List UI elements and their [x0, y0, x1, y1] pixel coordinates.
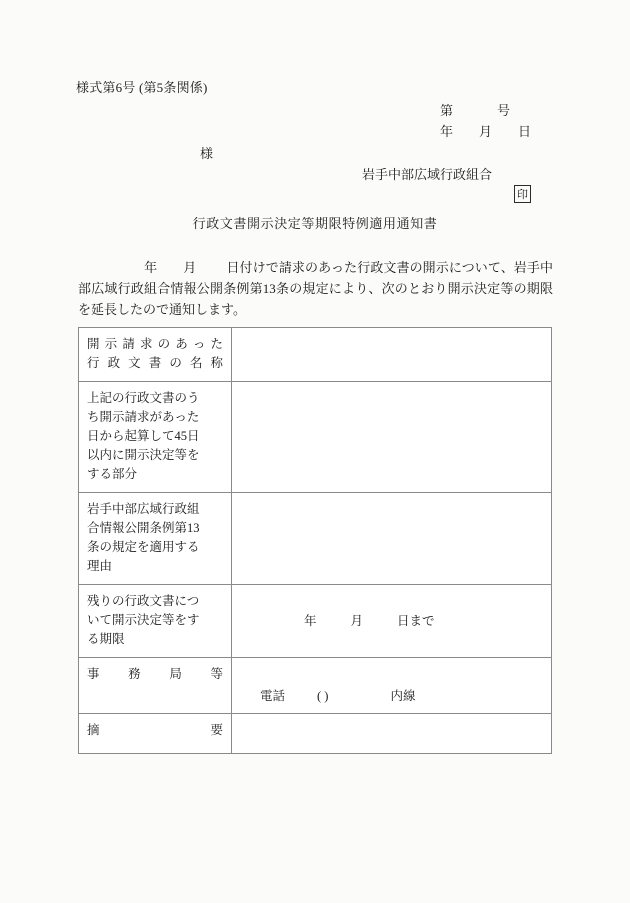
- deadline-year-label: 年: [304, 614, 317, 628]
- table-row: [79, 328, 552, 382]
- phone-label: 電話: [260, 689, 286, 703]
- date-day-label: 日: [518, 124, 532, 139]
- issuer-name: 岩手中部広域行政組合: [362, 167, 493, 182]
- row-value-summary[interactable]: [232, 714, 552, 754]
- body-text: 日付けで請求のあった行政文書の開示について、岩手中部広域行政組合情報公開条例第13条の規定により、次のとおり開示決定等の期限を延長したので通知します。: [78, 260, 553, 317]
- table-row: [79, 585, 552, 658]
- table-row: [79, 493, 552, 585]
- office-contact-line: [242, 665, 541, 706]
- addressee-honorific: 様: [200, 146, 214, 161]
- row-label-article13-reason: 岩手中部広域行政組 合情報公開条例第13 条の規定を適用する 理由: [79, 493, 232, 585]
- number-suffix: 号: [497, 103, 511, 118]
- seal-stamp-box: 印: [514, 185, 531, 203]
- date-month-label: 月: [479, 124, 493, 139]
- row-label-summary: 摘要: [79, 714, 232, 754]
- deadline-day-label: 日まで: [397, 614, 435, 628]
- extension-label: 内線: [390, 689, 416, 703]
- row-label-45day-portion: 上記の行政文書のう ち開示請求があった 日から起算して45日 以内に開示決定等を する部分: [79, 382, 232, 493]
- body-date-year: 年: [144, 260, 158, 275]
- row-value-document-name[interactable]: [232, 328, 552, 382]
- notification-form-table: [78, 327, 552, 754]
- number-prefix: 第: [440, 103, 454, 118]
- deadline-date-line: [242, 592, 541, 631]
- body-paragraph: [78, 257, 553, 320]
- table-row: [79, 658, 552, 714]
- row-label-document-name: 開示請求のあった 行政文書の名称: [79, 328, 232, 382]
- row-value-article13-reason[interactable]: [232, 493, 552, 585]
- date-year-label: 年: [440, 124, 454, 139]
- document-date-line: [440, 121, 531, 140]
- row-value-45day-portion[interactable]: [232, 382, 552, 493]
- table-row: [79, 382, 552, 493]
- form-number: 様式第6号 (第5条関係): [76, 80, 208, 95]
- row-value-office[interactable]: [232, 658, 552, 714]
- row-label-remaining-deadline: 残りの行政文書につ いて開示決定等をす る期限: [79, 585, 232, 658]
- document-number-line: [440, 100, 510, 119]
- phone-paren: ( ): [317, 689, 329, 703]
- deadline-month-label: 月: [350, 614, 364, 628]
- row-label-office: 事務局等: [79, 658, 232, 714]
- body-date-month: 月: [183, 260, 197, 275]
- table-row: [79, 714, 552, 754]
- row-value-remaining-deadline[interactable]: [232, 585, 552, 658]
- document-title: 行政文書開示決定等期限特例適用通知書: [192, 216, 438, 231]
